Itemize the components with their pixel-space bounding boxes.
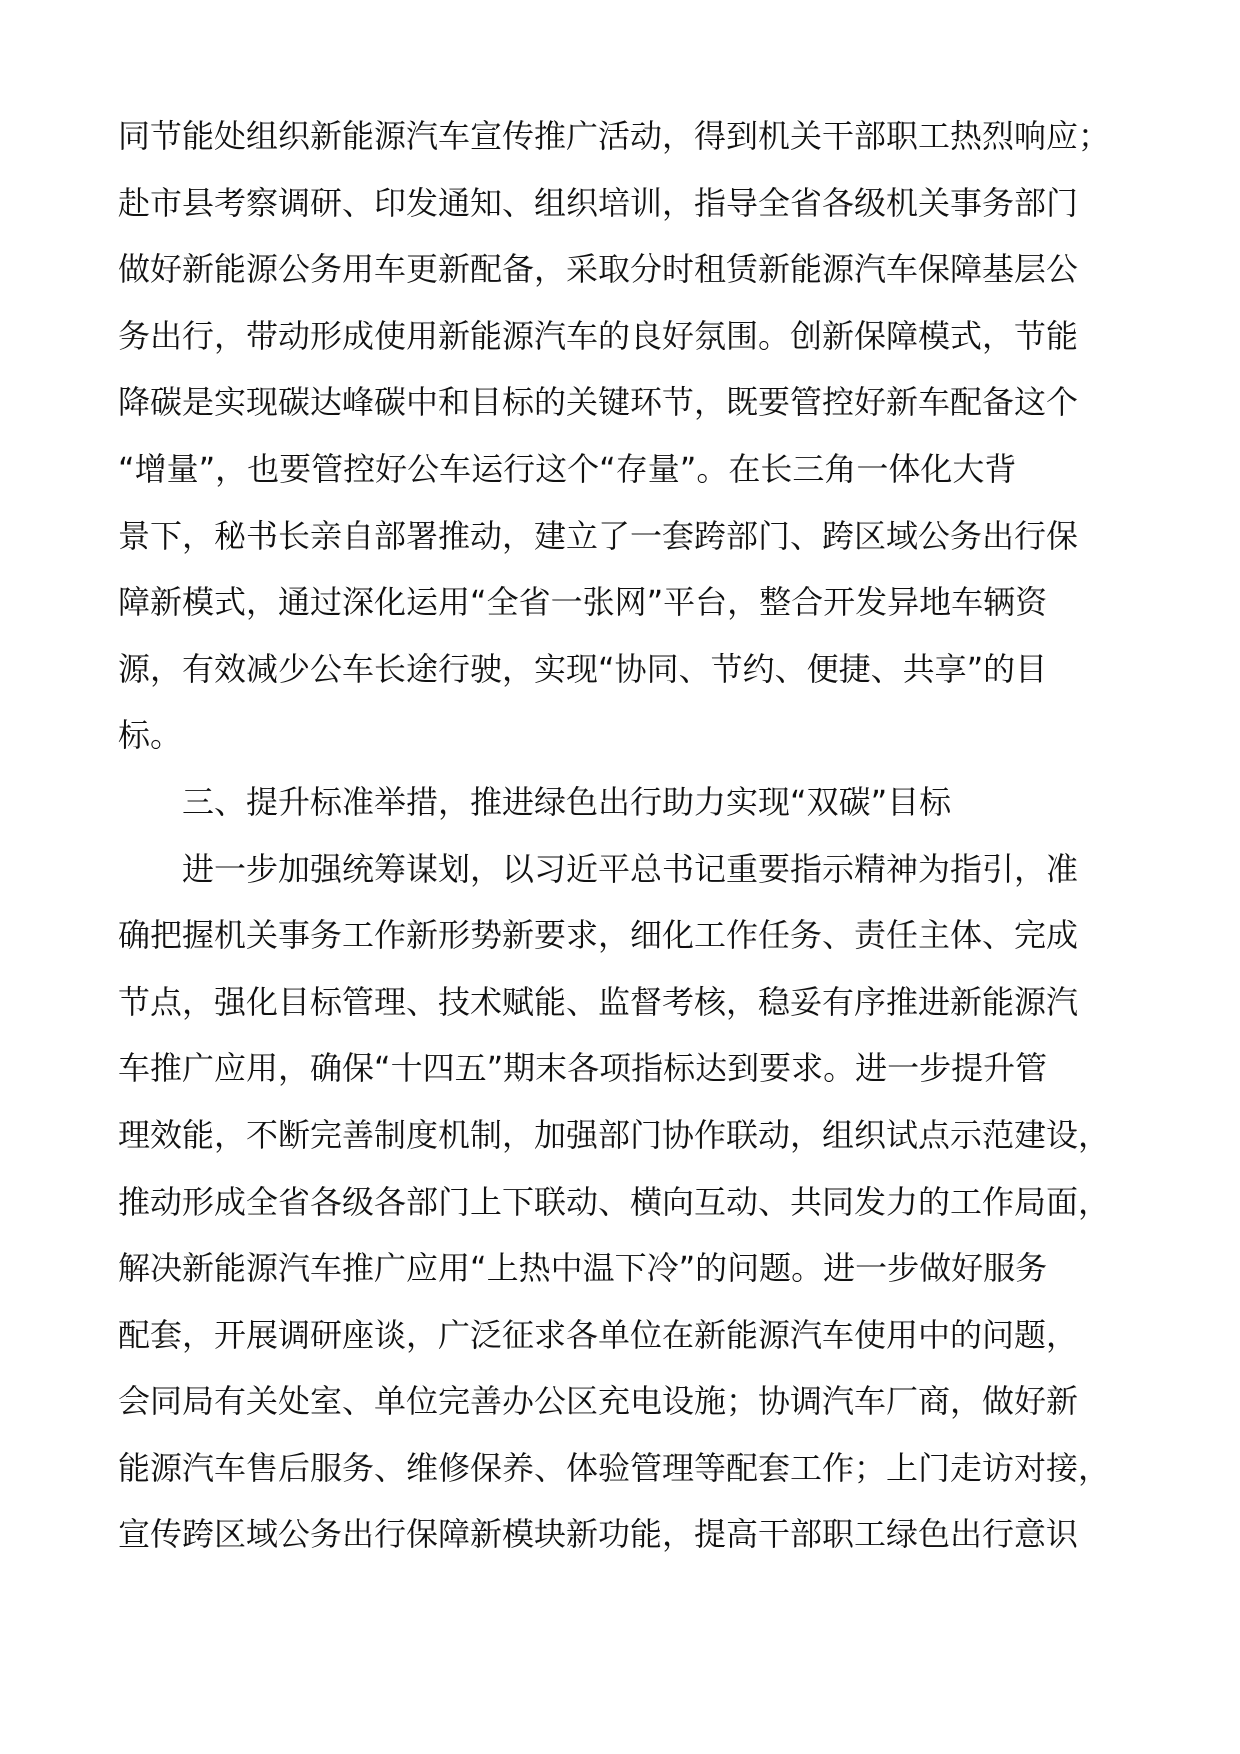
paragraph-line: 会同局有关处室、单位完善办公区充电设施；协调汽车厂商，做好新 — [118, 1382, 1079, 1421]
paragraph-line: 务出行，带动形成使用新能源汽车的良好氛围。创新保障模式，节能 — [118, 316, 1079, 355]
paragraph-line: 车推广应用，确保“十四五”期末各项指标达到要求。进一步提升管 — [118, 1049, 1048, 1088]
paragraph-line: 能源汽车售后服务、维修保养、体验管理等配套工作；上门走访对接， — [118, 1448, 1111, 1487]
paragraph-line: 确把握机关事务工作新形势新要求，细化工作任务、责任主体、完成 — [118, 916, 1079, 955]
paragraph-line: 降碳是实现碳达峰碳中和目标的关键环节，既要管控好新车配备这个 — [118, 383, 1079, 422]
section-heading: 三、提升标准举措，推进绿色出行助力实现“双碳”目标 — [182, 782, 952, 821]
paragraph-line: 配套，开展调研座谈，广泛征求各单位在新能源汽车使用中的问题， — [118, 1315, 1079, 1354]
paragraph-line: 做好新能源公务用车更新配备，采取分时租赁新能源汽车保障基层公 — [118, 250, 1079, 289]
paragraph-line: “增量”，也要管控好公车运行这个“存量”。在长三角一体化大背 — [118, 449, 1017, 488]
paragraph-line: 赴市县考察调研、印发通知、组织培训，指导全省各级机关事务部门 — [118, 183, 1079, 222]
paragraph-line: 源，有效减少公车长途行驶，实现“协同、节约、便捷、共享”的目 — [118, 649, 1048, 688]
paragraph-line: 景下，秘书长亲自部署推动，建立了一套跨部门、跨区域公务出行保 — [118, 516, 1079, 555]
paragraph-line: 标。 — [118, 716, 183, 755]
paragraph-line: 节点，强化目标管理、技术赋能、监督考核，稳妥有序推进新能源汽 — [118, 982, 1079, 1021]
paragraph-line: 推动形成全省各级各部门上下联动、横向互动、共同发力的工作局面， — [118, 1182, 1111, 1221]
body-text — [118, 103, 1128, 1568]
paragraph-line: 同节能处组织新能源汽车宣传推广活动，得到机关干部职工热烈响应； — [118, 117, 1111, 155]
paragraph-line: 进一步加强统筹谋划，以习近平总书记重要指示精神为指引，准 — [182, 849, 1079, 888]
paragraph-line: 解决新能源汽车推广应用“上热中温下冷”的问题。进一步做好服务 — [118, 1249, 1048, 1288]
paragraph-line: 宣传跨区域公务出行保障新模块新功能，提高干部职工绿色出行意识 — [118, 1515, 1079, 1554]
paragraph-line: 障新模式，通过深化运用“全省一张网”平台，整合开发异地车辆资 — [118, 583, 1048, 622]
paragraph-line: 理效能，不断完善制度机制，加强部门协作联动，组织试点示范建设， — [118, 1115, 1111, 1154]
